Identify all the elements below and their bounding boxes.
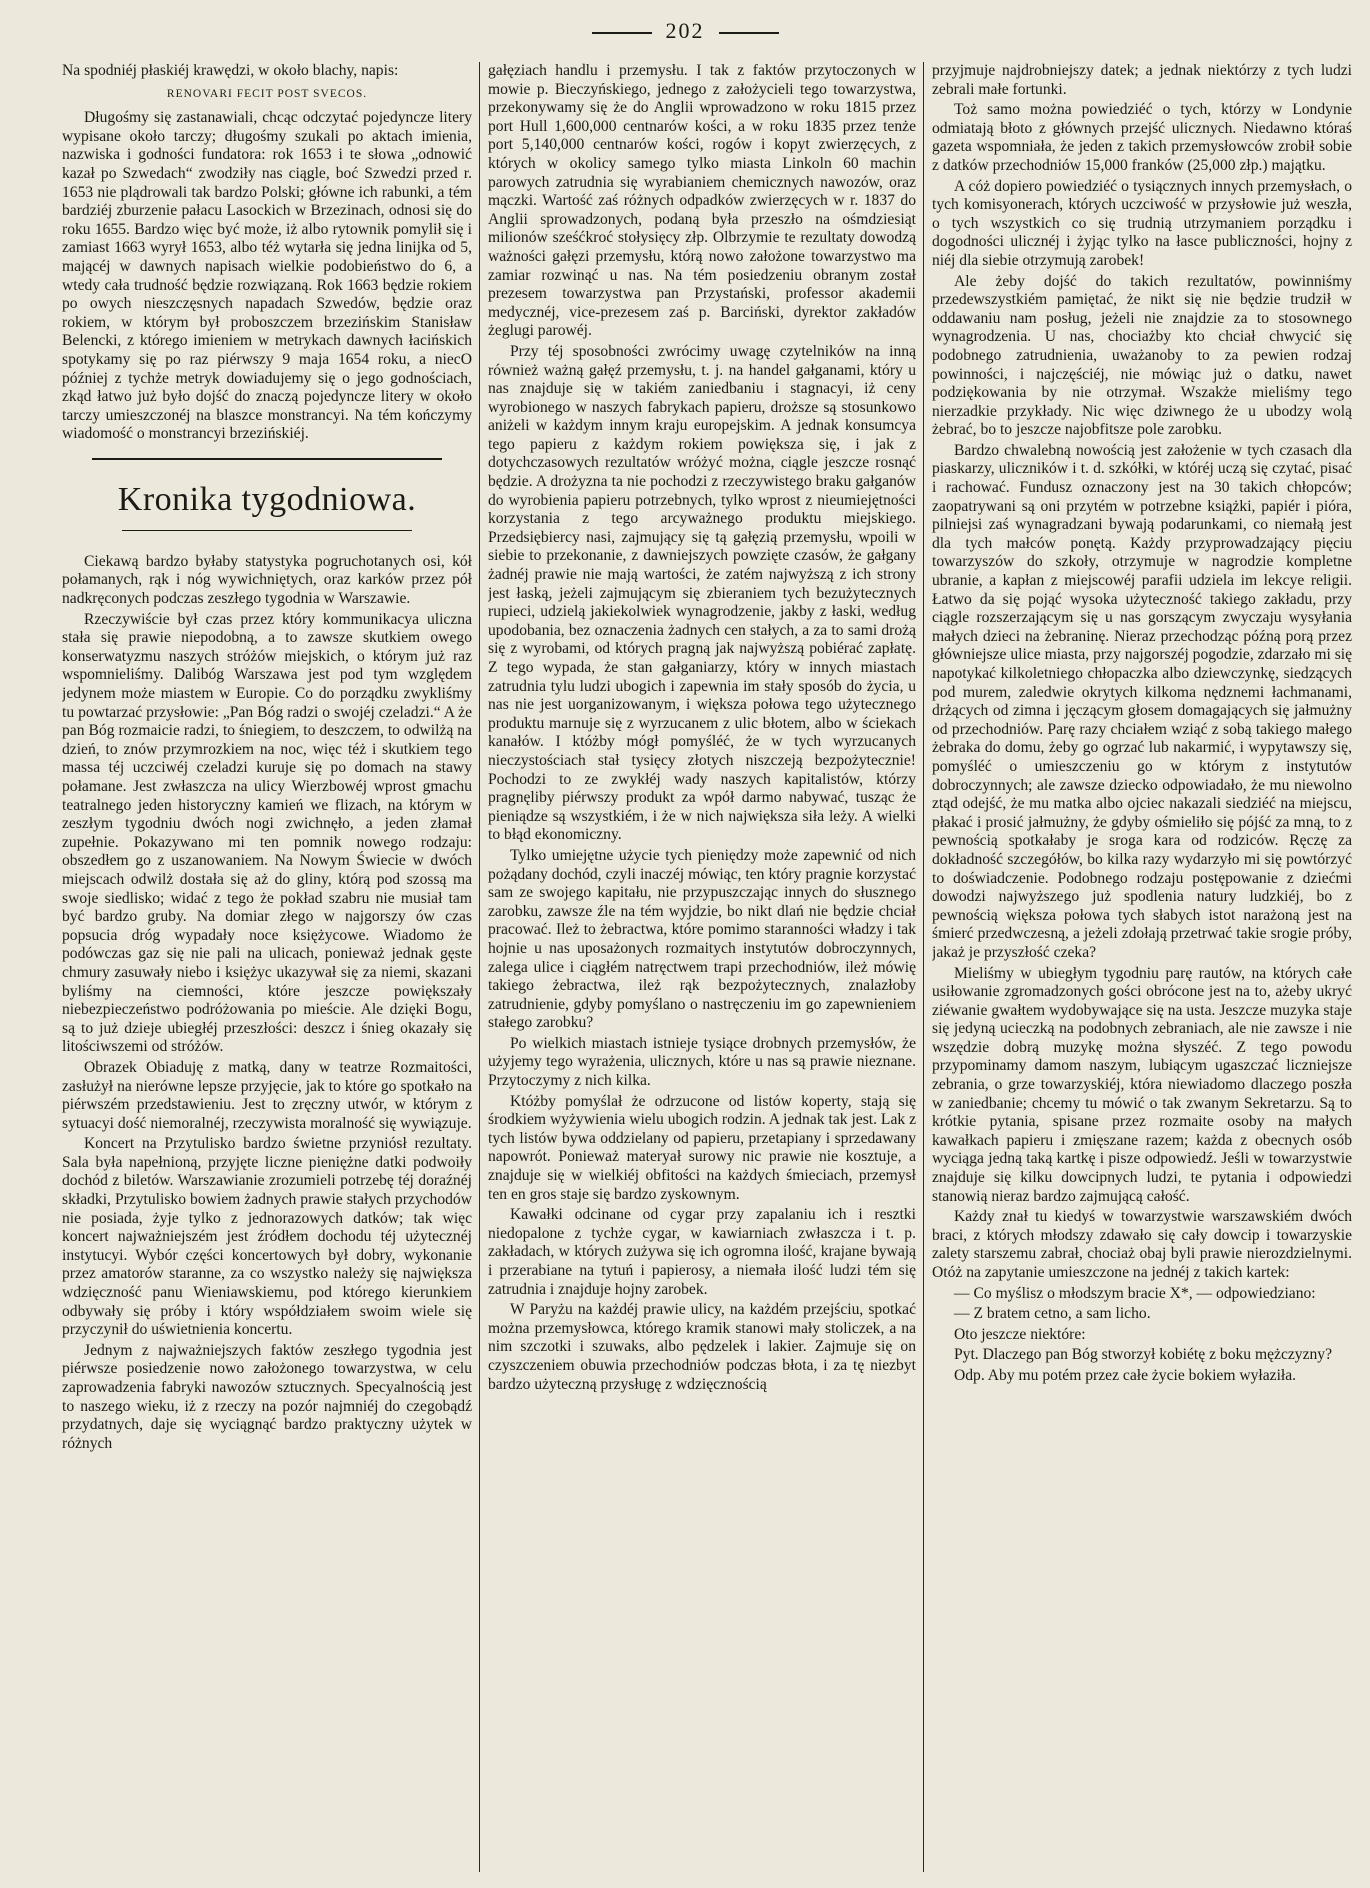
paragraph: Obrazek Obiaduję z matką, dany w teatrze Rozmaitości, zasłużył na nierówne lepsze przyjęcie, jak to które go spotkało na piérwszém przedstawieniu. Jest to zręczny utwór, w którym z sytuacyi dość niemoralnéj, rzeczywista moralność się wywiązuje. (62, 1058, 472, 1132)
dialogue-line: Pyt. Dlaczego pan Bóg stworzył kobiétę z boku mężczyzny? (954, 1346, 1333, 1364)
section-divider (92, 458, 442, 460)
paragraph: przyjmuje najdrobniejszy datek; a jednak niektórzy z tych ludzi zebrali małe fortunki. (932, 62, 1352, 98)
column-rule (923, 62, 924, 1872)
folio-rule-left (592, 32, 652, 34)
paragraph: Koncert na Przytulisko bardzo świetne przyniósł rezultaty. Sala była napełnioną, przyjęte liczne pieniężne datki podwoiły dochód z biletów. Warszawianie zrozumieli potrzebę téj doraźnéj składki, Przytulisko bowiem żadnych prawie stałych przychodów nie posiada, żyje tylko z jednorazowych datków; tak więc koncert najważniejszém jest źródłem dochodu téj użytecznéj instytucyi. Wybór części koncertowych był dobry, wykonanie przez amatorów staranne, za co wszystko należy się największa wdzięczność panu Wieniawskiemu, pod którego kierunkiem odbywały się próby i który współdziałem swoim wiele się przyczynił do uświetnienia koncertu. (62, 1135, 472, 1339)
dialogue-line: — Co myślisz o młodszym bracie X*, — odpowiedziano: (954, 1284, 1316, 1302)
paragraph: Kawałki odcinane od cygar przy zapalaniu ich i resztki niedopalone z tychże cygar, w kawiarniach zwłaszcza i t. p. zakładach, w których zużywa się ich ogromna ilość, krajane bywają i przerabiane na tytuń i papierosy, a niemała ilość ludzi tém się zatrudnia i znajduje hojny zarobek. (488, 1206, 916, 1298)
paragraph: Bardzo chwalebną nowością jest założenie w tych czasach dla piaskarzy, uliczników i t. d. szkółki, w któréj uczą się czytać, pisać i rachować. Fundusz oznaczony jest na 30 takich chłopców; zaopatrywani są oni przytém w potrzebne książki, papiér i pióra, pilniejsi zaś wynagradzani bywają podarunkami, co niemałą jest dla tych małców ponętą. Każdy przyprowadzający pięciu towarzyszów do szkoły, otrzymuje w nagrodzie kompletne ubranie, a kapłan z miejscowéj parafii udziela im lekcye religii. Łatwo da się pojąć wysoka użyteczność takiego zakładu, przy ciągle rozszerzającym się u nas gorszącym zwyczaju wysyłania małych dzieci na żebraninę. Nieraz przechodząc późną porą przez główniejsze ulice miasta, przy najgorszéj pogodzie, zdarzało mi się napotykać kilkoletniego chłopaczka albo dziewczynkę, siedzących pod murem, zaledwie okrytych kilkoma nędznemi łachmanami, drżących od zimna i jęczącym głosem domagających się jałmużny od przechodniów. Parę razy chciałem wziąć z sobą takiego małego żebraka do domu, żeby go ogrzać lub nakarmić, i wypytawszy się, pomyśléć o umieszczeniu go w którym z instytutów dobroczynnych; ale zawsze dziecko odpowiadało, że mu niewolno ztąd odejść, że mu matka albo ojciec nakazali siedziéć na miejscu, płakać i prosić jałmużny, że gdyby ośmieliło się pójść za mną, to z pewnością spotkałaby je sroga kara od rodziców. Ręczę za dokładność szczegółów, bo kilka razy wydarzyło mi się powtórzyć to doświadczenie. Podobnego rodzaju postępowanie z dziećmi dowodzi najwyższego już spodlenia natury ludzkiéj, bo z pewnością większa połowa tych słabych istot narażoną jest na śmierć przedwczesną, a jeżeli zdołają przetrwać takie srogie próby, jakaż je przyszłość czeka? (932, 441, 1352, 961)
paragraph: Długośmy się zastanawiali, chcąc odczytać pojedyncze litery wypisane około tarczy; długośmy szukali po aktach imienia, nazwiska i godności fundatora: rok 1653 i te słowa „odnowić kazał po Szwedach“ zwodziły nas ciągle, boć Szwedzi przed r. 1653 nie plądrowali tak bardzo Polski; główne ich rabunki, a tém bardziéj zburzenie pałacu Lasockich w Brzezinach, odnosi się do roku 1655. Bardzo więc być może, iż albo rytownik pomylił się i zamiast 1663 wyrył 1653, albo téż wytarła się jedna linijka od 5, mającéj w dawnych napisach wielkie podobieństwo do 6, a wtedy cała trudność będzie rozwiązaną. Rok 1663 będzie rokiem po owych nieszczęsnych napadach Szwedów, będzie oraz rokiem, w którym był proboszczem brzezińskim Stanisław Belencki, z którego imieniem w metrykach dawnych łacińskich spotykamy się po raz piérwszy 9 maja 1654 roku, a niecO później z tychże metryk dowiadujemy się o jego godnościach, zkąd łatwo już było dojść do znaczą pojedyncze litery w około tarczy umieszczonéj na blaszce monstrancyi. Na tém kończymy wiadomość o monstrancyi brzezińskiéj. (62, 109, 472, 443)
section-title: Kronika tygodniowa. (117, 480, 417, 518)
paragraph: Na spodniéj płaskiéj krawędzi, w około blachy, napis: (62, 62, 399, 79)
column-2 (488, 62, 916, 1872)
column-rule (479, 62, 480, 1872)
column-1 (62, 62, 472, 1872)
paragraph: Ale żeby dojść do takich rezultatów, powinniśmy przedewszystkiém pamiętać, że nikt się nie będzie trudził w oddawaniu nam posług, jeżeli nie znajdzie za to stosownego wynagrodzenia. U nas, chociażby kto chciał chwycić się podobnego zatrudnienia, uważanoby to za pewien rodzaj powinności, i najczęściéj, nie mówiąc już o datku, nawet podziękowania by nie otrzymał. Wszakże mieliśmy tego nierzadkie przykłady. Nic więc dziwnego że u ubodzy wolą żebrać, bo to jeszcze najobfitsze pole zarobku. (932, 272, 1352, 439)
paragraph: Przy téj sposobności zwrócimy uwagę czytelników na inną również ważną gałęź przemysłu, t. j. na handel gałganami, który u nas znajduje się w takiém zaniedbaniu i stagnacyi, iż ceny wyrobionego w naszych fabrykach papieru, droższe są stosunkowo aniżeli w każdym innym kraju europejskim. A jednak konsumcya tego papieru z każdym rokiem powiększa się, i jak z dotychczasowych rezultatów wróżyć można, ciągle jeszcze rosnąć będzie. A drożyzna ta nie pochodzi z rzeczywistego braku gałganów do wyrobienia papieru potrzebnych, tylko wprost z nieumiejętności korzystania z tego arcyważnego produktu miejskiego. Przedsiębiercy nasi, zajmujący się tą gałęzią przemysłu, wpoili w siebie to przekonanie, z dawniejszych powzięte czasów, że gałgany żadnéj prawie nie mają wartości, że zatém najwyższą z ich strony jest łaską, jeżeli zajmującym się zbieraniem tych bezużytecznych rupieci, udzielą jakiekolwiek wynagrodzenie, jakby z łaski, według upodobania, bez oznaczenia żadnych cen stałych, a za to sami drożą się z wyrobami, od których pragną jak najwyższą pobiérać zapłatę. Z tego wypada, że stan gałganiarzy, który w innych miastach zatrudnia tylu ludzi ubogich i zapewnia im stały sposób do życia, u nas nie jest uorganizowanym, i większa połowa tego użytecznego produktu marnuje się z wyrzucanem z ulic błotem, albo w ściekach kanałów. I któżby mógł pomyśléć, że w tych wyrzucanych nieczystościach stał tysięcy złotych niszczeją bezpożytecznie! Pochodzi to ze zwykłéj wady naszych kapitalistów, którzy pragnęliby piérwszy produkt za wpół darmo nabywać, tusząc że pieniądze są wszystkiém, i że w nich największa siła leży. A wielki to błąd ekonomiczny. (488, 342, 916, 844)
paragraph: Któżby pomyślał że odrzucone od listów koperty, stają się środkiem wyżywienia wielu ubogich rodzin. A jednak tak jest. Lak z tych listów bywa oddzielany od papieru, przetapiany i sprzedawany napowrót. Ponieważ materyał surowy nic prawie nie kosztuje, a znajduje się w wielkiéj obfitości na każdych śmieciach, przemysł ten en gros staje się bardzo zyskownym. (488, 1092, 916, 1203)
paragraph: W Paryżu na każdéj prawie ulicy, na każdém przejściu, spotkać można przemysłowca, którego kramik stanowi mały stoliczek, a na nim szczotki i szuwaks, albo pędzelek i lakier. Zajmuje się on czyszczeniem obuwia przechodniów podczas błota, i za tę niezbyt bardzo użyteczną przysługę z wdzięcznością (488, 1301, 916, 1393)
paragraph: Ciekawą bardzo byłaby statystyka pogruchotanych osi, kół połamanych, rąk i nóg wywichniętych, oraz karków przez pół nadkręconych podczas zeszłego tygodnia w Warszawie. (62, 552, 472, 608)
inscription: RENOVARI FECIT POST SVECOS. (166, 87, 368, 100)
paragraph: Jednym z najważniejszych faktów zeszłego tygodnia jest piérwsze posiedzenie nowo założonego towarzystwa, w celu zaprowadzenia fabryki nawozów sztucznych. Specyalnością jest to naszego wieku, iż z rzeczy na pozór najmniéj do czegobądź przydatnych, daje się wyciągnąć bardzo praktyczny użytek w różnych (62, 1341, 472, 1452)
title-underline (122, 530, 412, 531)
paragraph: Toż samo można powiedziéć o tych, którzy w Londynie odmiatają błoto z głównych przejść ulicznych. Niedawno któraś gazeta wspomniała, że jeden z takich przemysłowców zrobił sobie z datków przechodniów 15,000 franków (25,000 złp.) majątku. (932, 101, 1352, 174)
dialogue-line: Odp. Aby mu potém przez całe życie bokiem wyłaziła. (954, 1366, 1297, 1384)
paragraph: Rzeczywiście był czas przez który kommunikacya uliczna stała się prawie niepodobną, a to zawsze skutkiem owego konserwatyzmu naszych stróżów miejskich, o którym już raz wspomnieliśmy. Dalibóg Warszawa jest pod tym względem jedynem może miastem w Europie. Co do porządku zwykliśmy tu powtarzać przysłowie: „Pan Bóg radzi o swojéj czeladzi.“ A że pan Bóg rozmaicie radzi, to śniegiem, to deszczem, to odwilżą na dzień, to znów przymrozkiem na noc, więc téż i skutkiem tego massa téj uczciwéj czeladzi kuruje się po domach na stawy połamane. Jest zwłaszcza na ulicy Wierzbowéj wprost gmachu teatralnego jeden historyczny kamień we flizach, na którym w zeszłym tygodniu dwóch nogi zwichnęło, a jeden złamał zupełnie. Pokazywano mi ten pomnik nowego rodzaju: obszedłem go z uszanowaniem. Na Nowym Świecie w dwóch miejscach odwilż dostała się aż do gliny, którą pod szossą ma swoje siedlisko; widać z tego że pokład szabru nie musiał tam być bardzo gruby. Na domiar złego w najgorszy ów czas popsucia dróg wypadały noce księżycowe. Wiadomo że podówczas gaz się nie pali na ulicach, ponieważ jednak gęste chmury zasuwały niebo i księżyc ukazywał się za niemi, skazani byliśmy na ciemności, które jeszcze powiększały niebezpieczeństwo podróżowania po mieście. Ale dzięki Bogu, są to już dzieje ubiegłéj przeszłości: deszcz i śnieg okazały się litościwszemi od stróżów. (62, 610, 472, 1056)
paragraph: A cóż dopiero powiedziéć o tysiącznych innych przemysłach, o tych komisyonerach, których uczciwość w przysłowie już weszła, o tych wszystkich co się trudnią utrzymaniem porządku i dogodności ulicznéj i żyjąc tylko na łasce publiczności, hojny z niéj dla siebie otrzymują zarobek! (932, 177, 1352, 269)
paragraph: Tylko umiejętne użycie tych pieniędzy może zapewnić od nich pożądany dochód, czyli inaczéj mówiąc, ten który pragnie korzystać sam ze swojego kapitału, nie przypuszczając innych do słusznego zarobku, zawsze źle na tém wyjdzie, bo nikt dlań nie będzie chciał pracować. Ileż to żebractwa, które pomimo staranności władzy i tak hojnie u nas uposażonych rozmaitych instytutów dobroczynnych, zalega ulice i ciągłém natręctwem trapi przechodniów, ileż mówię takiego żebractwa, ileż rąk bezpożytecznych, znalazłoby zatrudnienie, gdyby pomyślano o nastręczeniu im go zapewnieniem stałego zarobku? (488, 846, 916, 1032)
page-number (0, 18, 1370, 44)
column-3 (932, 62, 1352, 1872)
paragraph: Każdy znał tu kiedyś w towarzystwie warszawskiém dwóch braci, z których młodszy zdawało się cały dowcip i towarzyskie zalety starszemu zabrał, chociaż obaj byli prawie nierozdzielnymi. Otóż na zapytanie umieszczone na jednéj z takich kartek: (932, 1208, 1352, 1281)
paragraph: gałęziach handlu i przemysłu. I tak z faktów przytoczonych w mowie p. Bieczyńskiego, jednego z założycieli tego towarzystwa, przekonywamy się że do Anglii wprowadzono w roku 1815 przez port Hull 1,600,000 centnarów kości, a w roku 1835 przez tenże port 5,140,000 centnarów kości, rogów i kopyt zwierzęcych, z których w okolicy samego tylko miasta Linkoln 60 machin parowych zatrudnia się wyrabianiem chemicznych nawozów, oraz mączki. Wartość zaś różnych odpadków zwierzęcych w r. 1837 do Anglii sprowadzonych, podaną była przeszło na ośmdziesiąt milionów sześćkroć stołysięcy złp. Olbrzymie te rezultaty dowodzą ważności gałęzi przemysłu, którą nowo założone towarzystwo ma zamiar rozwinąć u nas. Na tém posiedzeniu obranym został prezesem towarzystwa pan Przystański, professor akademii medycznéj, vice-prezesem zaś p. Barciński, dyrektor zakładów żeglugi parowéj. (488, 62, 916, 340)
dialogue-line: — Z bratem cetno, a sam licho. (954, 1305, 1151, 1323)
paragraph: Po wielkich miastach istnieje tysiące drobnych przemysłów, że użyjemy tego wyrażenia, ulicznych, które u nas są prawie nieznane. Przytoczymy z nich kilka. (488, 1034, 916, 1090)
paragraph: Mieliśmy w ubiegłym tygodniu parę rautów, na których całe usiłowanie zgromadzonych gości obrócone jest na to, ażeby ukryć ziéwanie gwałtem wydobywające się na usta. Jeszcze muzyka staje się jedyną ucieczką na podobnych zebraniach, ale nie zawsze i nie wszędzie dobrą muzykę można słyszéć. Z tego powodu przypominamy damom naszym, lubiącym ugaszczać liczniejsze zebrania, o grze towarzyskiéj, która niewiadomo dlaczego poszła w zaniedbanie; chcemy tu mówić o tak zwanym Sekretarzu. Są to krótkie pytania, spisane przez rozmaite osoby na małych kawałkach papieru i zmięszane razem; każda z obecnych osób wyciąga jedną taką kartkę i pisze odpowiedź. Jeśli w towarzystwie znajduje się kilku dowcipnych ludzi, te pytania i odpowiedzi stanowią nieraz bardzo zajmującą całość. (932, 964, 1352, 1205)
dialogue-line: Oto jeszcze niektóre: (954, 1325, 1086, 1343)
page-number-text: 202 (665, 18, 705, 43)
folio-rule-right (719, 32, 779, 34)
